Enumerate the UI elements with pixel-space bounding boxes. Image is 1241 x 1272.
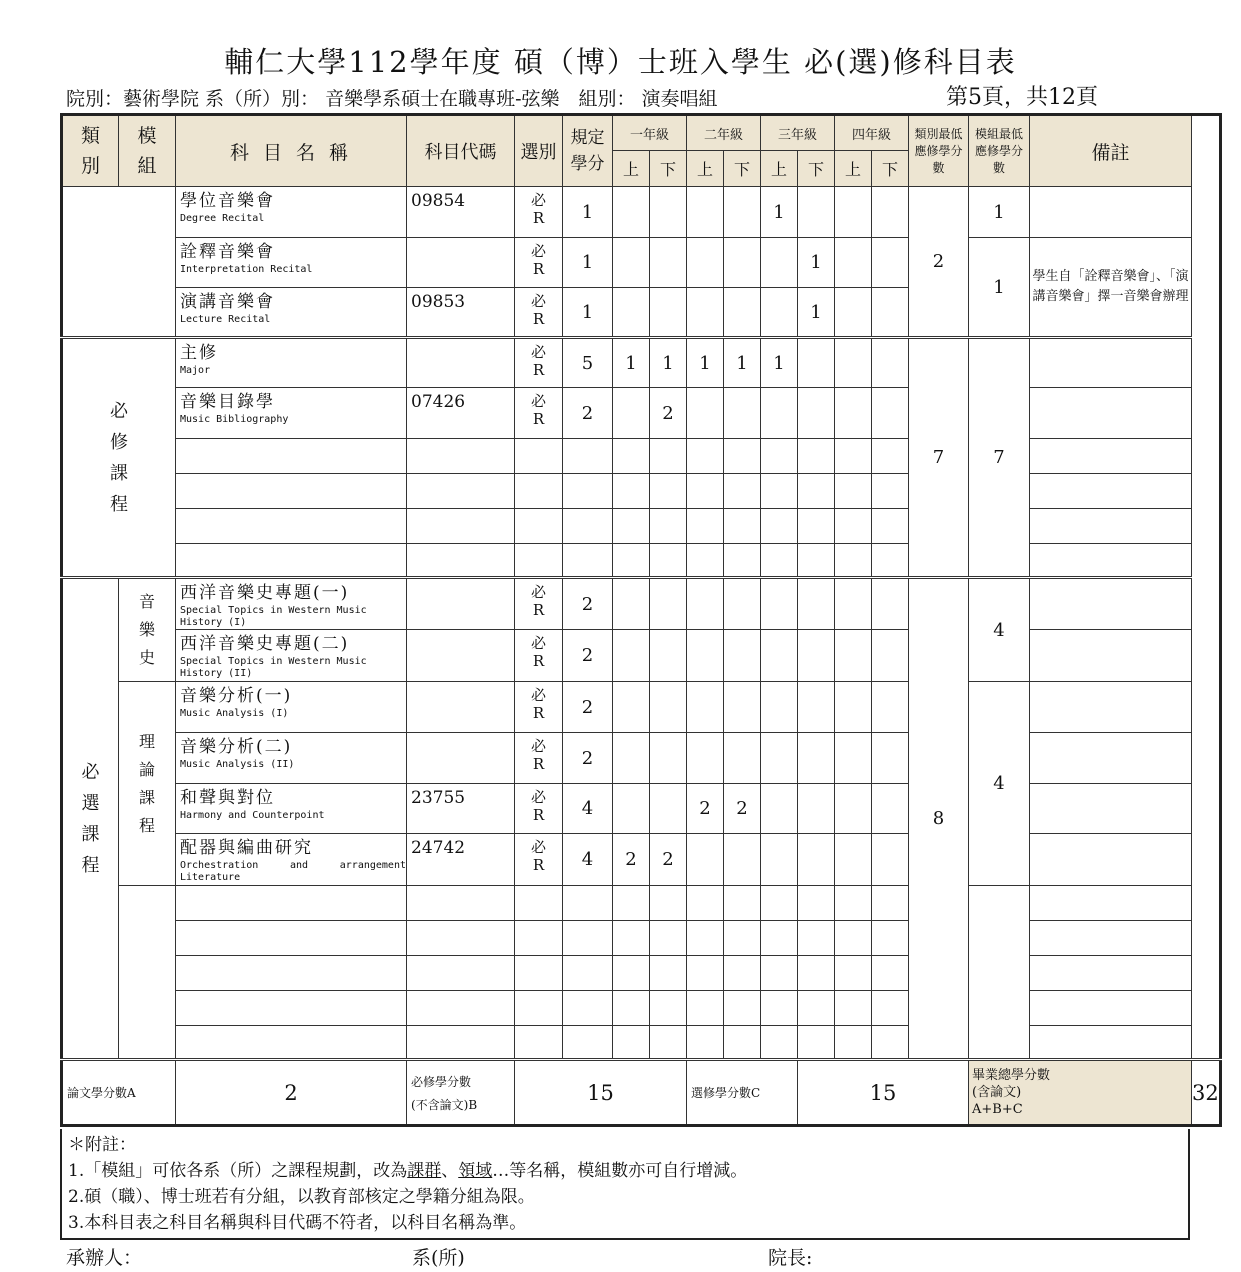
recital-module-min-2: 1 <box>969 238 1030 338</box>
table-row: 音樂目錄學 Music Bibliography 07426 必 R 2 2 <box>62 388 1221 439</box>
course-name-cell: 學位音樂會 Degree Recital <box>176 187 407 238</box>
table-row: 配器與編曲研究 Orchestration and arrangement Literature 24742 必 R 4 2 2 <box>62 834 1221 886</box>
summary-row <box>62 1060 1221 1126</box>
signature-department: 系(所) <box>412 1247 465 1269</box>
header-sem-4b: 下 <box>872 151 909 187</box>
course-code: 23755 <box>407 784 515 834</box>
header-sem-4a: 上 <box>835 151 872 187</box>
course-selection: 必 R <box>515 187 563 238</box>
table-row <box>62 1026 1221 1060</box>
header-selection: 選別 <box>515 115 563 187</box>
table-row <box>62 733 1221 784</box>
course-selection: 必 R <box>515 834 563 886</box>
table-row <box>62 630 1221 682</box>
header-row-1 <box>62 115 1221 151</box>
course-selection: 必 R <box>515 682 563 733</box>
header-credits: 規定學分 <box>563 115 613 187</box>
course-code <box>407 682 515 733</box>
course-selection: 必 R <box>515 630 563 682</box>
required-category: 必修課程 <box>62 338 176 578</box>
page-title: 輔仁大學112學年度 碩（博）士班入學生 必(選)修科目表 <box>224 45 1017 79</box>
credit-y3a: 1 <box>761 187 798 238</box>
header-sem-2a: 上 <box>687 151 724 187</box>
header-module: 模組 <box>119 115 176 187</box>
course-name-cell: 西洋音樂史專題(二) Special Topics in Western Music History (II) <box>176 630 407 682</box>
course-credits: 4 <box>563 784 613 834</box>
course-credits: 2 <box>563 630 613 682</box>
course-credits: 5 <box>563 338 613 388</box>
required-credits-label: 必修學分數 (不含論文)B <box>407 1060 515 1126</box>
course-name-cell: 音樂目錄學 Music Bibliography <box>176 388 407 439</box>
thesis-credits-value: 2 <box>176 1060 407 1126</box>
note-1: 1.「模組」可依各系（所）之課程規劃，改為課群、領域…等名稱，模組數亦可自行增減。 <box>68 1161 748 1181</box>
course-code: 07426 <box>407 388 515 439</box>
credit-y3b: 1 <box>798 238 835 288</box>
course-credits: 2 <box>563 388 613 439</box>
course-selection: 必 R <box>515 733 563 784</box>
course-name-cell: 詮釋音樂會 Interpretation Recital <box>176 238 407 288</box>
table-row: 必修課程 主修 Major 必 R 5 1 1 1 1 1 7 7 <box>62 338 1221 388</box>
course-name-cell: 主修 Major <box>176 338 407 388</box>
course-credits: 1 <box>563 288 613 338</box>
signature-handler: 承辦人： <box>66 1247 143 1269</box>
course-credits: 2 <box>563 578 613 630</box>
table-row <box>62 238 1221 288</box>
course-credits: 2 <box>563 682 613 733</box>
header-year-1: 一年級 <box>613 115 687 151</box>
history-module-min: 4 <box>969 578 1030 682</box>
course-code <box>407 733 515 784</box>
total-credits-value: 32 <box>1192 1060 1221 1126</box>
course-name-cell: 和聲與對位 Harmony and Counterpoint <box>176 784 407 834</box>
elective-category-min: 8 <box>909 578 969 1060</box>
department-info-text: 院別：藝術學院 系（所）別： 音樂學系碩士在職專班-弦樂 組別： 演奏唱組 <box>66 88 718 110</box>
table-row <box>62 187 1221 238</box>
header-course-name: 科 目 名 稱 <box>176 115 407 187</box>
elective-credits-value: 15 <box>798 1060 969 1126</box>
course-code: 09853 <box>407 288 515 338</box>
header-module-min: 模組最低應修學分數 <box>969 115 1030 187</box>
remark-cell <box>1030 187 1192 238</box>
header-sem-3b: 下 <box>798 151 835 187</box>
course-code <box>407 238 515 288</box>
course-code: 24742 <box>407 834 515 886</box>
table-row <box>62 474 1221 509</box>
course-code: 09854 <box>407 187 515 238</box>
theory-module-min: 4 <box>969 682 1030 886</box>
header-year-2: 二年級 <box>687 115 761 151</box>
page-indicator: 第5頁，共12頁 <box>946 85 1098 110</box>
department-info <box>66 84 1196 111</box>
notes-heading: ＊附註： <box>68 1135 136 1155</box>
header-category-min: 類別最低應修學分數 <box>909 115 969 187</box>
thesis-credits-label: 論文學分數A <box>62 1060 176 1126</box>
table-row <box>62 544 1221 578</box>
course-name-cell: 演講音樂會 Lecture Recital <box>176 288 407 338</box>
course-code <box>407 578 515 630</box>
course-name-cell: 配器與編曲研究 Orchestration and arrangement Literature <box>176 834 407 886</box>
note-3: 3.本科目表之科目名稱與科目代碼不符者，以科目名稱為準。 <box>68 1213 527 1233</box>
notes-section <box>60 1129 1190 1240</box>
recital-module-min-1: 1 <box>969 187 1030 238</box>
table-row <box>62 578 1221 630</box>
course-name-cell: 西洋音樂史專題(一) Special Topics in Western Music History (I) <box>176 578 407 630</box>
elective-category: 必選課程 <box>62 578 119 1060</box>
course-selection: 必 R <box>515 338 563 388</box>
course-selection: 必 R <box>515 288 563 338</box>
total-credits-label: 畢業總學分數 (含論文) A+B+C <box>969 1060 1192 1126</box>
course-selection: 必 R <box>515 388 563 439</box>
course-credits: 2 <box>563 733 613 784</box>
recital-category-cell <box>62 187 176 338</box>
header-category: 類別 <box>62 115 119 187</box>
course-selection: 必 R <box>515 784 563 834</box>
course-credits: 4 <box>563 834 613 886</box>
note-2: 2.碩（職）、博士班若有分組，以教育部核定之學籍分組為限。 <box>68 1187 535 1207</box>
header-year-4: 四年級 <box>835 115 909 151</box>
signature-dean: 院長: <box>768 1247 813 1269</box>
credit-y3b: 1 <box>798 288 835 338</box>
course-code <box>407 338 515 388</box>
header-sem-1b: 下 <box>650 151 687 187</box>
header-sem-3a: 上 <box>761 151 798 187</box>
course-name-cell: 音樂分析(二) Music Analysis (II) <box>176 733 407 784</box>
header-code: 科目代碼 <box>407 115 515 187</box>
table-row <box>62 509 1221 544</box>
table-row <box>62 439 1221 474</box>
required-category-min: 7 <box>909 338 969 578</box>
header-year-3: 三年級 <box>761 115 835 151</box>
header-sem-2b: 下 <box>724 151 761 187</box>
table-row <box>62 991 1221 1026</box>
course-name-cell: 音樂分析(一) Music Analysis (I) <box>176 682 407 733</box>
elective-credits-label: 選修學分數C <box>687 1060 798 1126</box>
table-row <box>62 956 1221 991</box>
recital-remark: 學生自「詮釋音樂會」、「演講音樂會」擇一音樂會辦理 <box>1030 238 1192 338</box>
module-music-history: 音樂史 <box>119 578 176 682</box>
course-code <box>407 630 515 682</box>
header-sem-1a: 上 <box>613 151 650 187</box>
header-remarks: 備註 <box>1030 115 1192 187</box>
required-credits-value: 15 <box>515 1060 687 1126</box>
module-theory: 理論課程 <box>119 682 176 886</box>
table-row: 和聲與對位 Harmony and Counterpoint 23755 必 R 4 2 2 <box>62 784 1221 834</box>
course-selection: 必 R <box>515 578 563 630</box>
course-credits: 1 <box>563 238 613 288</box>
course-selection: 必 R <box>515 238 563 288</box>
course-credits: 1 <box>563 187 613 238</box>
table-row <box>62 886 1221 921</box>
table-row <box>62 921 1221 956</box>
table-row <box>62 682 1221 733</box>
required-module-min: 7 <box>969 338 1030 578</box>
course-table <box>60 113 1222 1127</box>
recital-category-min: 2 <box>909 187 969 338</box>
